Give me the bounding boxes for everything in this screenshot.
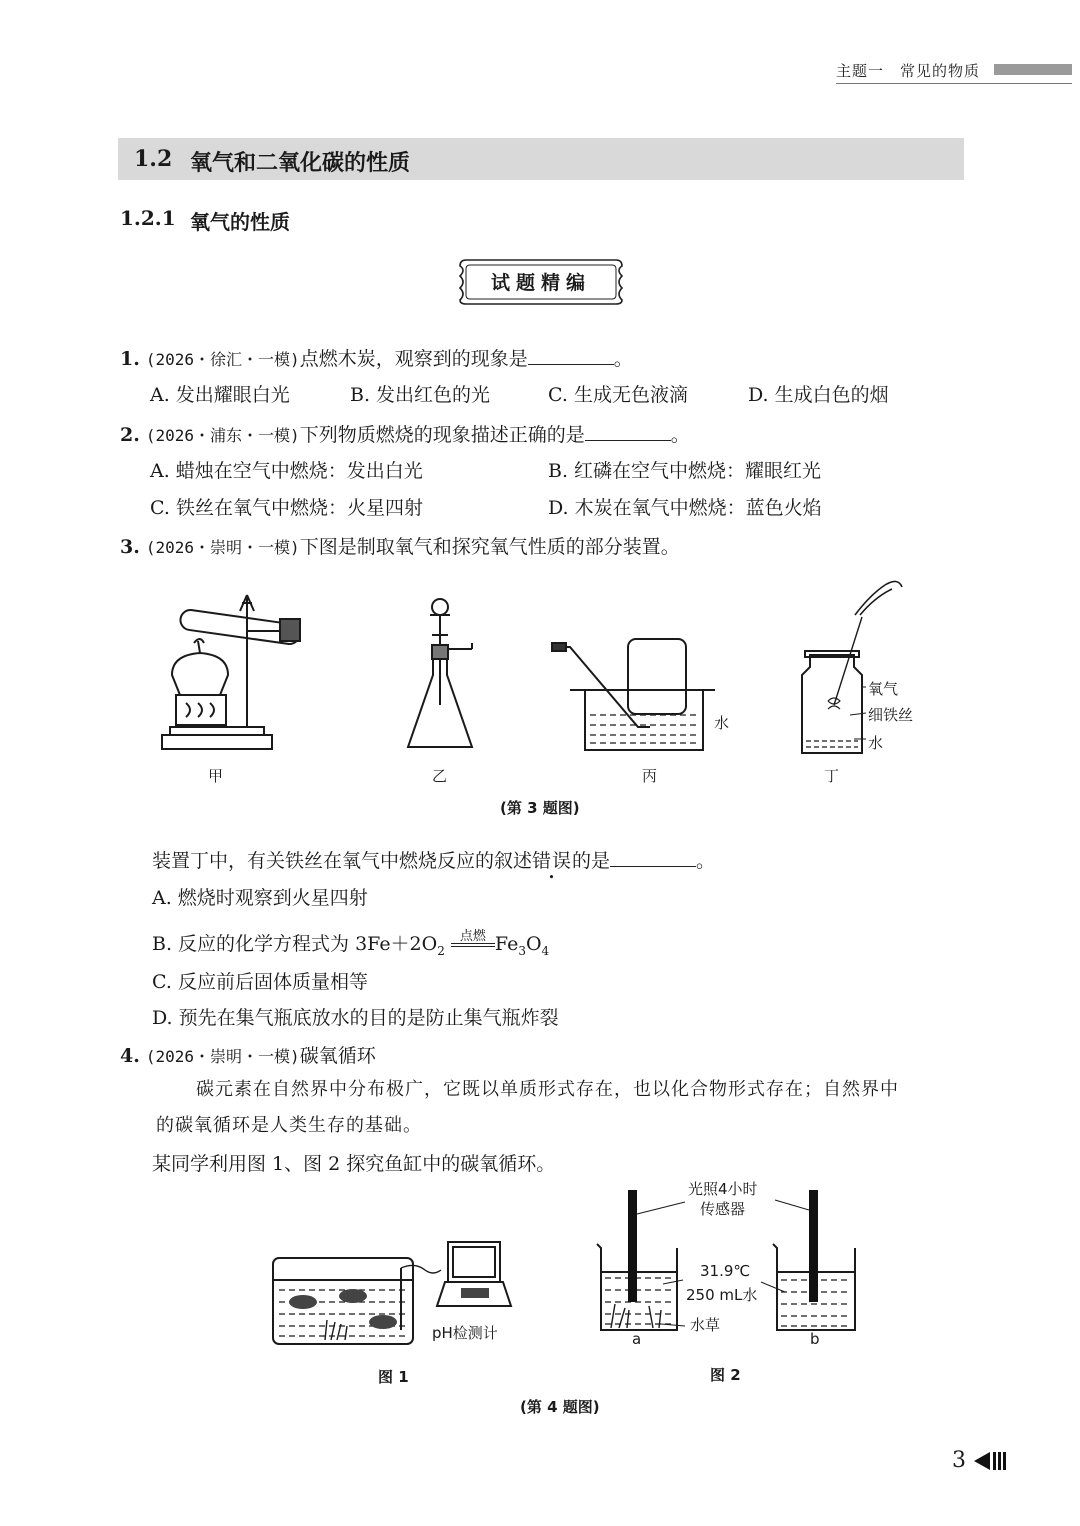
q3-option-a[interactable]: A. 燃烧时观察到火星四射 <box>152 887 368 909</box>
question-3 <box>120 535 680 560</box>
question-1 <box>120 346 633 372</box>
q4-source: (2026・崇明・一模) <box>145 1047 300 1066</box>
q3-caption: (第 3 题图) <box>500 799 580 817</box>
q2-option-d[interactable]: D. 木炭在氧气中燃烧：蓝色火焰 <box>548 497 822 519</box>
q3-option-b[interactable]: B. 反应的化学方程式为 $3Fe+2O_2$ 点燃 $Fe_3O_4$ <box>152 932 549 963</box>
q3-figure <box>150 575 930 775</box>
q3-number: 3. <box>120 536 140 558</box>
section-number: 1.2 <box>134 146 173 172</box>
section-title: 氧气和二氧化碳的性质 <box>190 151 411 176</box>
q2-source: (2026・浦东・一模) <box>145 426 300 445</box>
figure-label-yi: 乙 <box>432 767 448 785</box>
figure-2-caption: 图 2 <box>710 1366 741 1384</box>
q4-caption: (第 4 题图) <box>520 1398 600 1416</box>
header-rule <box>836 83 1072 84</box>
question-4 <box>120 1044 376 1069</box>
q3-option-b-post: Fe <box>494 933 519 955</box>
q3-substem-b: 错误 <box>532 850 573 872</box>
figure-label-jia: 甲 <box>208 767 224 785</box>
header-bar <box>994 64 1072 75</box>
q4-paragraph-3: 某同学利用图 1、图 2 探究鱼缸中的碳氧循环。 <box>152 1153 556 1175</box>
subsection-number: 1.2.1 <box>120 206 176 230</box>
plant-label: 水草 <box>690 1316 721 1334</box>
apparatus-yi <box>408 599 472 747</box>
fish-tank <box>273 1258 441 1344</box>
q3-sub-end: 。 <box>696 850 716 872</box>
q2-option-a[interactable]: A. 蜡烛在空气中燃烧：发出白光 <box>150 460 423 482</box>
beaker-b <box>761 1190 855 1330</box>
q1-option-c[interactable]: C. 生成无色液滴 <box>548 384 688 406</box>
subsection-title: 氧气的性质 <box>190 210 290 234</box>
q4-paragraph-1: 碳元素在自然界中分布极广，它既以单质形式存在，也以化合物形式存在；自然界中 <box>196 1079 899 1100</box>
q3-option-b-pre: B. 反应的化学方程式为 3Fe＋2O <box>152 933 438 955</box>
q4-figure <box>265 1180 865 1360</box>
q4-stem: 碳氧循环 <box>299 1045 376 1067</box>
q1-option-d[interactable]: D. 生成白色的烟 <box>748 384 889 406</box>
beaker-a-label: a <box>632 1330 642 1348</box>
q3-source: (2026・崇明・一模) <box>145 538 300 557</box>
q4-number: 4. <box>120 1045 140 1067</box>
q1-option-a[interactable]: A. 发出耀眼白光 <box>150 384 290 406</box>
apparatus-jia <box>162 595 301 749</box>
running-header: 主题一 常见的物质 <box>836 62 981 80</box>
beaker-a <box>597 1190 685 1330</box>
q2-end: 。 <box>670 424 690 446</box>
q3-substem <box>152 848 715 873</box>
q2-blank[interactable] <box>585 422 671 441</box>
q4-paragraph-2: 的碳氧循环是人类生存的基础。 <box>156 1115 422 1136</box>
q3-substem-emphasis <box>532 850 572 872</box>
temperature-label: 31.9℃ <box>700 1262 751 1280</box>
q3-substem-c: 的是 <box>572 850 611 872</box>
volume-label: 250 mL水 <box>686 1286 758 1304</box>
q1-number: 1. <box>120 348 140 370</box>
figure-label-bing: 丙 <box>642 767 658 785</box>
q1-end: 。 <box>613 348 633 370</box>
oxygen-label: 氧气 <box>868 680 899 698</box>
q2-option-b[interactable]: B. 红磷在空气中燃烧：耀眼红光 <box>548 460 822 482</box>
apparatus-ding <box>802 581 902 753</box>
beaker-b-label: b <box>810 1330 820 1348</box>
q2-stem: 下列物质燃烧的现象描述正确的是 <box>299 424 585 446</box>
banner-title: 试题精编 <box>490 272 591 294</box>
bing-water-label: 水 <box>714 714 730 732</box>
apparatus-bing <box>552 639 715 750</box>
reaction-condition: 点燃 <box>451 925 495 949</box>
figure-label-ding: 丁 <box>824 767 840 785</box>
q3-option-c[interactable]: C. 反应前后固体质量相等 <box>152 971 368 993</box>
page-marker-icon <box>972 1450 1012 1472</box>
figure-1-caption: 图 1 <box>378 1368 409 1386</box>
sensor-label: 传感器 <box>700 1200 746 1218</box>
q1-stem: 点燃木炭，观察到的现象是 <box>299 348 528 370</box>
q3-blank[interactable] <box>610 848 696 867</box>
q2-option-c[interactable]: C. 铁丝在氧气中燃烧：火星四射 <box>150 497 423 519</box>
q1-source: (2026・徐汇・一模) <box>145 350 300 369</box>
q3-option-d[interactable]: D. 预先在集气瓶底放水的目的是防止集气瓶炸裂 <box>152 1007 559 1029</box>
ding-water-label: 水 <box>868 734 884 752</box>
ph-meter-laptop <box>437 1242 511 1306</box>
q2-number: 2. <box>120 424 140 446</box>
iron-wire-label: 细铁丝 <box>868 706 914 724</box>
q1-option-b[interactable]: B. 发出红色的光 <box>350 384 491 406</box>
q3-substem-a: 装置丁中，有关铁丝在氧气中燃烧反应的叙述 <box>152 850 533 872</box>
q3-stem: 下图是制取氧气和探究氧气性质的部分装置。 <box>299 536 680 558</box>
q1-blank[interactable] <box>528 346 614 365</box>
ph-meter-label: pH检测计 <box>432 1324 498 1342</box>
light-label: 光照4小时 <box>688 1180 758 1198</box>
question-2 <box>120 422 690 448</box>
page-number: 3 <box>952 1448 966 1473</box>
